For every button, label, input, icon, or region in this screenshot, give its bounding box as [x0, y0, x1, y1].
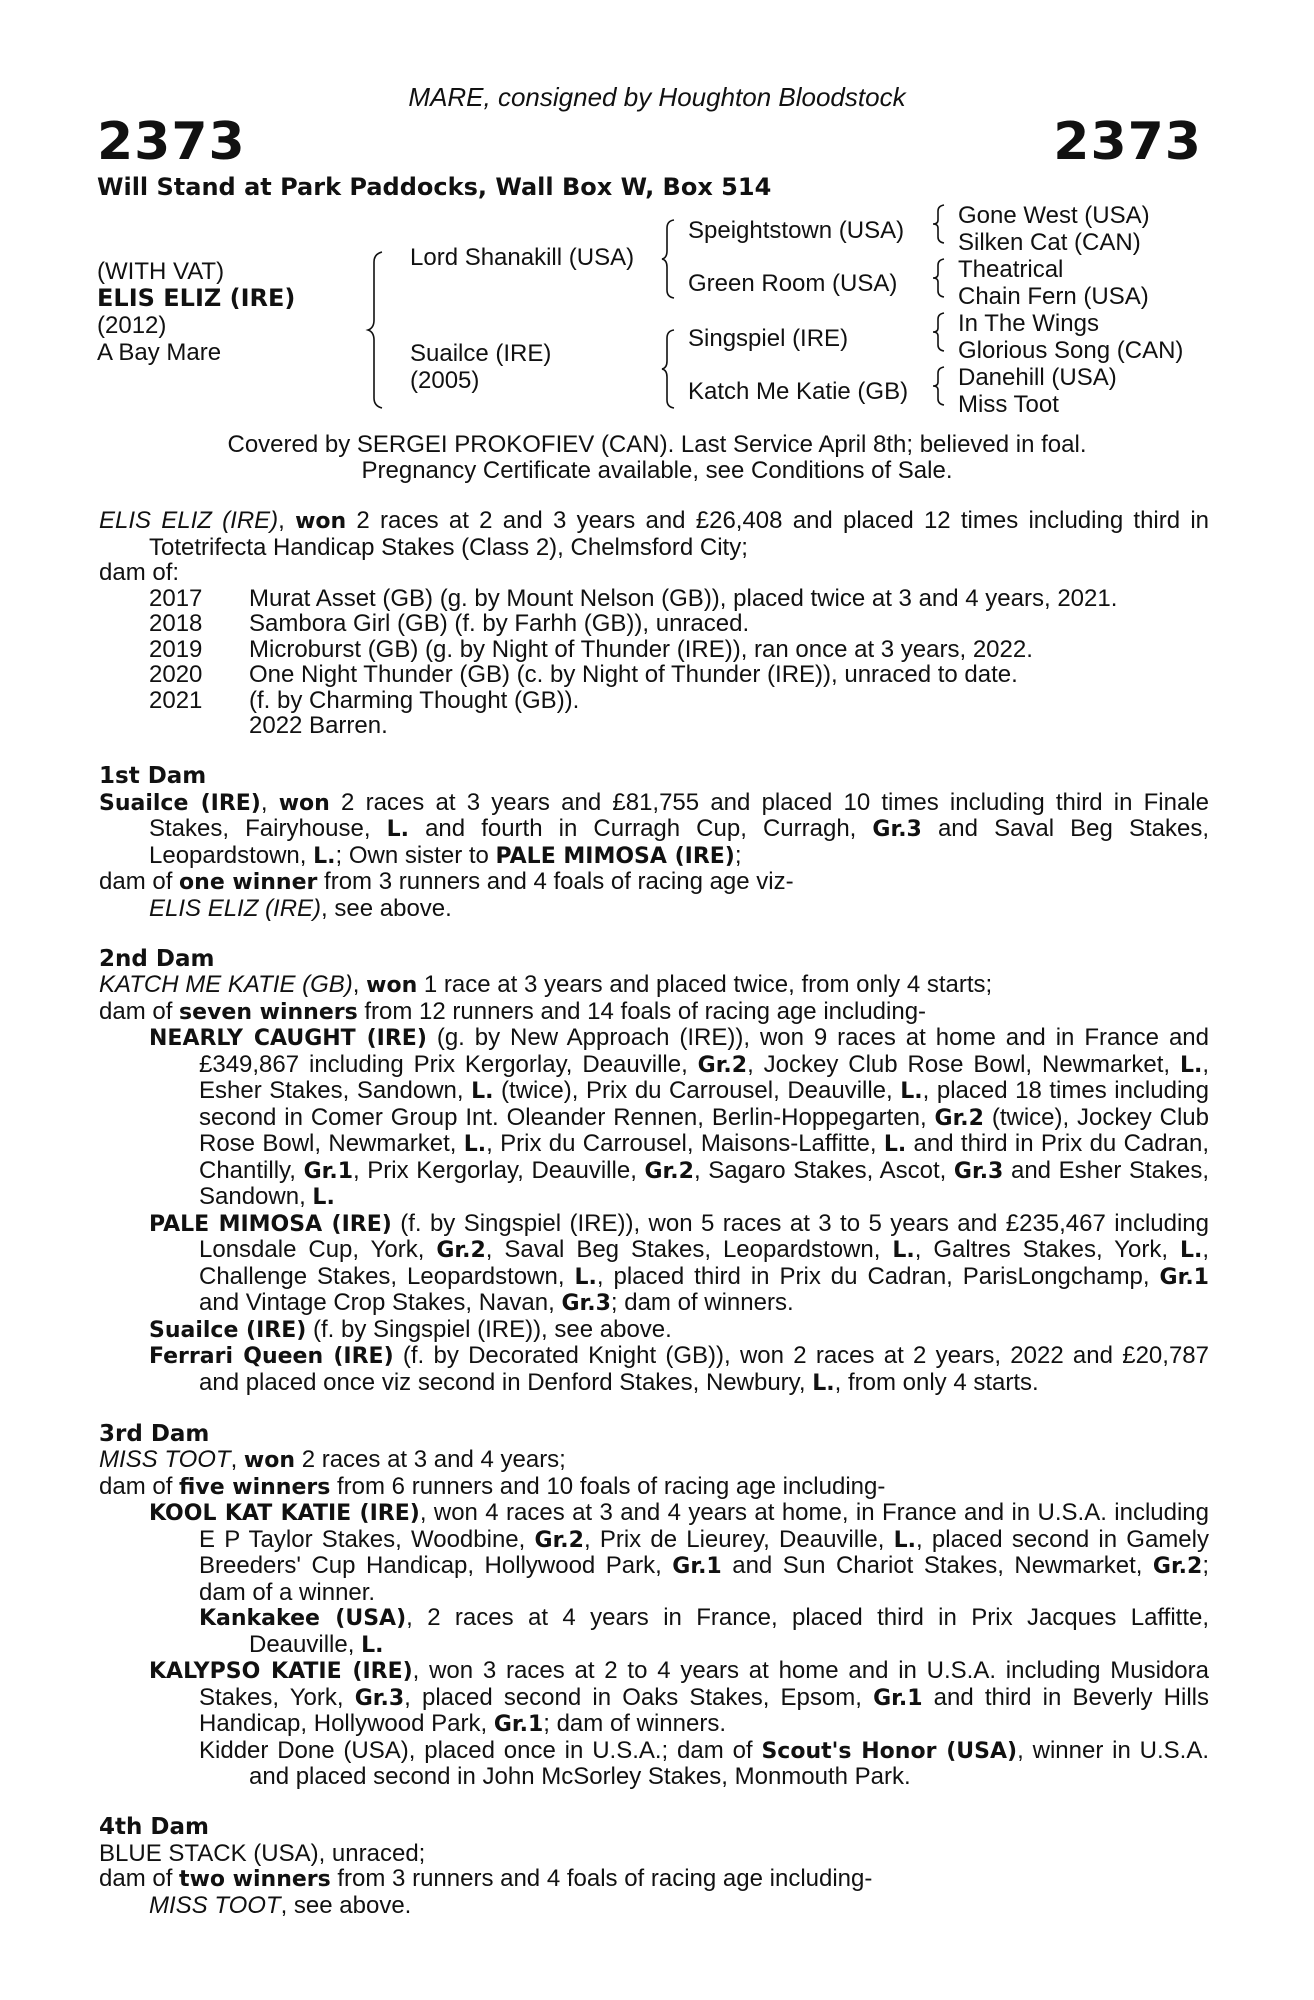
- text-run: , won 3 races at 2 to 4 years at home and in U.S.A. including Musidora Stakes, York,: [199, 1657, 1209, 1711]
- horse-description: A Bay Mare: [97, 339, 222, 366]
- text-run: , Prix de Lieurey, Deauville,: [583, 1525, 894, 1553]
- dam-of-text: from 3 runners and 4 foals of racing age including-: [330, 1865, 873, 1892]
- covering-notice: [0, 432, 1314, 484]
- produce-record: Sambora Girl (GB) (f. by Farhh (GB)), unraced.: [249, 610, 750, 637]
- text-run: , Prix Kergorlay, Deauville,: [353, 1156, 645, 1184]
- text-run: (f. by Decorated Knight (GB)), won 2 races at 2 years, 2022 and £20,787 and placed once viz second in Denford Stakes, Newbury,: [199, 1342, 1209, 1396]
- covering-line-1: Covered by SERGEI PROKOFIEV (CAN). Last Service April 8th; believed in foal.: [227, 431, 1087, 458]
- text-run: and Esher Stakes, Sandown,: [199, 1156, 1210, 1210]
- produce-entry-ferrari-queen: [99, 1343, 1209, 1396]
- produce-record: (f. by Charming Thought (GB)).: [249, 686, 580, 714]
- fourth-dam-heading: 4th Dam: [99, 1814, 209, 1840]
- first-dam-paragraph: Suailce (IRE), won 2 races at 3 years and £81,755 and placed 10 times including third in Finale Stakes, Fairyhouse, L. and fourth in Curragh Cup, Curragh, Gr.3 and Saval Beg Stakes, Leopardstown, L.; Own sister to PALE MIMOSA (IRE);: [99, 788, 1210, 869]
- text-run: , Sagaro Stakes, Ascot,: [693, 1156, 954, 1184]
- text-run: Gr.1: [873, 1685, 923, 1711]
- text-run: (g. by New Approach (IRE)), won 9 races at home and in France and £349,867 including Prix Kergorlay, Deauville,: [199, 1024, 1209, 1078]
- intro-won: won: [295, 509, 347, 534]
- pedigree-gen3-2: Silken Cat (CAN): [958, 229, 1141, 256]
- produce-name: Scout's Honor (USA): [761, 1738, 1018, 1764]
- pedigree-gen3-1: Gone West (USA): [958, 202, 1150, 229]
- stand-location: Will Stand at Park Paddocks, Wall Box W, Box 514: [97, 173, 772, 201]
- text-run: ; dam of a winner.: [199, 1552, 1210, 1606]
- dam-of-text: from 3 runners and 4 foals of racing age viz-: [317, 868, 794, 895]
- catalogue-body: [99, 508, 1209, 1918]
- second-dam-produce: [99, 999, 1209, 1026]
- produce-year: [149, 713, 249, 739]
- third-dam-heading: 3rd Dam: [99, 1420, 210, 1447]
- pedigree-bracket-g3-1: [933, 204, 947, 244]
- produce-name: PALE MIMOSA (IRE): [149, 1211, 392, 1237]
- text-run: , placed second in Gamely Breeders' Cup Handicap, Hollywood Park,: [199, 1525, 1209, 1579]
- intro-dam-of: dam of:: [99, 559, 180, 586]
- text-run: Gr.2: [644, 1158, 694, 1184]
- covering-line-2: Pregnancy Certificate available, see Conditions of Sale.: [361, 457, 953, 484]
- text-run: Gr.1: [493, 1712, 544, 1737]
- text-run: and third in Prix du Cadran, Chantilly,: [199, 1130, 1209, 1184]
- text-run: , winner in U.S.A. and placed second in John McSorley Stakes, Monmouth Park.: [249, 1736, 1210, 1790]
- pedigree-gen3-4: Chain Fern (USA): [958, 283, 1149, 310]
- pedigree-dam-year: (2005): [410, 367, 480, 394]
- pedigree-gen2-1: Speightstown (USA): [688, 217, 905, 244]
- pedigree-gen3-7: Danehill (USA): [958, 364, 1117, 391]
- second-dam-heading: 2nd Dam: [99, 945, 215, 972]
- dam-of-text: from 6 runners and 10 foals of racing age including-: [330, 1472, 886, 1500]
- produce-record: One Night Thunder (GB) (c. by Night of Thunder (IRE)), unraced to date.: [249, 661, 1018, 688]
- race-text: 1 race at 3 years and placed twice, from only 4 starts;: [417, 971, 993, 998]
- text-run: Gr.2: [1152, 1554, 1203, 1579]
- text-run: , placed second in Oaks Stakes, Epsom,: [404, 1683, 874, 1711]
- listed-mark: L.: [313, 843, 336, 869]
- produce-name: Suailce (IRE): [149, 1317, 307, 1343]
- produce-entry-kankakee: [99, 1605, 1209, 1658]
- pedigree-gen2-3: Singspiel (IRE): [688, 325, 849, 352]
- text-run: (twice), Prix du Carrousel, Deauville,: [493, 1077, 901, 1104]
- race-text: 2 races at 3 and 4 years;: [295, 1446, 566, 1473]
- produce-year: 2019: [149, 635, 203, 663]
- text-run: Gr.2: [436, 1238, 486, 1263]
- won-word: won: [278, 790, 330, 816]
- consignor-line: MARE, consigned by Houghton Bloodstock: [408, 82, 906, 112]
- produce-name: Kankakee (USA): [199, 1606, 407, 1631]
- pedigree-gen3-6: Glorious Song (CAN): [958, 337, 1184, 364]
- pedigree-gen3-3: Theatrical: [958, 256, 1064, 283]
- dam-of-text: from 12 runners and 14 foals of racing age including-: [357, 997, 927, 1025]
- produce-entry-pale-mimosa: [99, 1211, 1209, 1317]
- first-dam-produce: [99, 869, 1209, 896]
- text-run: Gr.2: [934, 1105, 984, 1131]
- text-run: and Vintage Crop Stakes, Navan,: [199, 1289, 562, 1316]
- race-text: ;: [734, 841, 742, 869]
- fourth-dam-produce: [99, 1866, 1209, 1893]
- text-run: , Challenge Stakes, Leopardstown,: [199, 1236, 1209, 1290]
- pedigree-bracket-g3-2: [933, 258, 947, 298]
- text-run: , Jockey Club Rose Bowl, Newmarket,: [747, 1050, 1180, 1078]
- second-dam-name: KATCH ME KATIE (GB): [99, 971, 353, 998]
- dam-of-text: dam of: [99, 997, 180, 1025]
- produce-name: KOOL KAT KATIE (IRE): [149, 1501, 420, 1526]
- sister-name: PALE MIMOSA (IRE): [495, 843, 735, 869]
- text-run: L.: [893, 1527, 917, 1553]
- produce-name: Ferrari Queen (IRE): [149, 1344, 394, 1369]
- text-run: L.: [1179, 1052, 1203, 1078]
- see-horse: ELIS ELIZ (IRE): [149, 894, 322, 922]
- fourth-dam-record: BLUE STACK (USA), unraced;: [99, 1839, 426, 1867]
- first-dam-see-above: [99, 896, 1209, 922]
- fourth-dam-see-above: [99, 1893, 1209, 1919]
- text-run: L.: [574, 1264, 597, 1290]
- text-run: Gr.2: [697, 1052, 748, 1078]
- race-text: and Saval Beg Stakes, Leopardstown,: [149, 815, 1210, 869]
- text-run: Kidder Done (USA), placed once in U.S.A.; dam of: [199, 1736, 762, 1764]
- pedigree-dam: [410, 340, 551, 394]
- third-dam-name: MISS TOOT: [99, 1446, 231, 1473]
- text-run: and Sun Chariot Stakes, Newmarket,: [721, 1552, 1153, 1579]
- text-run: , placed third in Prix du Cadran, ParisLongchamp,: [596, 1262, 1160, 1290]
- intro-paragraph: ELIS ELIZ (IRE), won 2 races at 2 and 3 years and £26,408 and placed 12 times including third in Totetrifecta Handicap Stakes (Class 2), Chelmsford City;: [99, 507, 1209, 561]
- text-run: ; dam of winners.: [610, 1289, 794, 1316]
- vat-label: (WITH VAT): [97, 258, 225, 285]
- text-run: Gr.2: [534, 1527, 584, 1553]
- winners-count: one winner: [179, 870, 318, 895]
- produce-name: NEARLY CAUGHT (IRE): [149, 1026, 427, 1051]
- text-run: , Galtres Stakes, York,: [914, 1236, 1180, 1263]
- race-text: and fourth in Curragh Cup, Curragh,: [408, 815, 873, 842]
- horse-name: ELIS ELIZ (IRE): [97, 284, 296, 312]
- produce-year: 2021: [149, 686, 203, 714]
- text-run: Gr.3: [354, 1685, 405, 1711]
- produce-name: KALYPSO KATIE (IRE): [149, 1659, 413, 1684]
- produce-year: 2018: [149, 610, 203, 637]
- text-run: Gr.1: [672, 1554, 722, 1579]
- text-run: (f. by Singspiel (IRE)), see above.: [306, 1315, 672, 1343]
- first-dam-heading: 1st Dam: [99, 763, 207, 789]
- winners-count: two winners: [179, 1867, 331, 1892]
- text-run: , from only 4 starts.: [834, 1368, 1039, 1396]
- text-run: Gr.1: [1159, 1264, 1209, 1290]
- text-run: L.: [812, 1370, 835, 1396]
- produce-entry-nearly-caught: [99, 1025, 1209, 1211]
- third-dam-produce: [99, 1474, 1209, 1501]
- dam-of-text: dam of: [99, 1472, 180, 1500]
- produce-record: Murat Asset (GB) (g. by Mount Nelson (GB)), placed twice at 3 and 4 years, 2021.: [249, 584, 1118, 612]
- pedigree-gen2-4: Katch Me Katie (GB): [688, 378, 909, 405]
- produce-record: Microburst (GB) (g. by Night of Thunder (IRE)), ran once at 3 years, 2022.: [249, 635, 1033, 663]
- text-run: (twice), Jockey Club Rose Bowl, Newmarket,: [199, 1103, 1210, 1157]
- winners-count: seven winners: [179, 999, 358, 1025]
- produce-entry-kool-kat-katie: [99, 1500, 1209, 1605]
- text-run: , 2 races at 4 years in France, placed third in Prix Jacques Laffitte, Deauville,: [249, 1604, 1210, 1658]
- text-run: L.: [463, 1132, 487, 1157]
- text-run: L.: [471, 1079, 494, 1104]
- group-mark: Gr.3: [872, 817, 922, 842]
- pedigree-bracket-g3-4: [933, 366, 947, 406]
- text-run: L.: [361, 1632, 384, 1658]
- first-dam-name: Suailce (IRE): [99, 790, 261, 816]
- pedigree-dam-name: Suailce (IRE): [410, 340, 552, 367]
- text-run: and third in Beverly Hills Handicap, Hollywood Park,: [199, 1683, 1209, 1737]
- dam-of-text: dam of: [99, 868, 180, 895]
- won-word: won: [243, 1448, 296, 1473]
- produce-list: [149, 586, 1209, 739]
- text-run: ; dam of winners.: [543, 1710, 726, 1737]
- produce-record: 2022 Barren.: [249, 712, 388, 739]
- text-run: , Saval Beg Stakes, Leopardstown,: [485, 1236, 893, 1263]
- dam-of-text: dam of: [99, 1865, 180, 1892]
- pedigree-gen2-2: Green Room (USA): [688, 270, 898, 297]
- text-run: L.: [900, 1079, 923, 1104]
- horse-year: (2012): [97, 312, 167, 339]
- pedigree-sire: Lord Shanakill (USA): [410, 244, 635, 271]
- pedigree-bracket-g3-3: [933, 312, 947, 352]
- lot-number-right: 2373: [1053, 112, 1202, 172]
- pedigree-gen3-8: Miss Toot: [958, 391, 1059, 418]
- produce-entry-kalypso-katie: [99, 1658, 1209, 1738]
- intro-horse-name: ELIS ELIZ (IRE): [99, 507, 279, 534]
- text-run: , Esher Stakes, Sandown,: [199, 1050, 1209, 1104]
- pedigree-bracket-sire: [662, 218, 678, 300]
- race-text: 2 races at 3 years and £81,755 and placed 10 times including third in Finale Stakes, Fairyhouse,: [149, 788, 1209, 842]
- produce-year: 2017: [149, 584, 203, 612]
- listed-mark: L.: [386, 817, 409, 842]
- text-run: , Prix du Carrousel, Maisons-Laffitte,: [486, 1130, 884, 1157]
- third-dam-record: MISS TOOT, won 2 races at 3 and 4 years;: [99, 1446, 566, 1473]
- text-run: Gr.3: [953, 1158, 1004, 1184]
- pedigree-bracket-main: [368, 250, 388, 410]
- horse-info: [97, 258, 295, 366]
- text-run: Gr.1: [303, 1158, 353, 1184]
- text-run: , won 4 races at 3 and 4 years at home, in France and in U.S.A. including E P Taylor Stakes, Woodbine,: [199, 1499, 1209, 1553]
- text-run: L.: [883, 1132, 907, 1157]
- text-run: Gr.3: [561, 1291, 611, 1316]
- pedigree-bracket-dam: [662, 328, 678, 410]
- winners-count: five winners: [179, 1474, 331, 1500]
- intro-text: 2 races at 2 and 3 years and £26,408 and placed 12 times including third in Totetrifecta Handicap Stakes (Class 2), Chelmsford City;: [149, 507, 1209, 561]
- produce-entry-suailce: [99, 1317, 1209, 1344]
- see-text: , see above.: [321, 894, 452, 922]
- pedigree-gen3-5: In The Wings: [958, 310, 1099, 337]
- second-dam-record: KATCH ME KATIE (GB), won 1 race at 3 years and placed twice, from only 4 starts;: [99, 971, 993, 998]
- text-run: L.: [892, 1238, 915, 1263]
- lot-number-left: 2373: [97, 112, 246, 172]
- text-run: L.: [312, 1185, 335, 1210]
- see-text: , see above.: [280, 1891, 412, 1919]
- text-run: L.: [1179, 1238, 1203, 1263]
- text-run: , placed 18 times including second in Comer Group Int. Oleander Rennen, Berlin-Hoppegarten,: [199, 1077, 1209, 1131]
- text-run: (f. by Singspiel (IRE)), won 5 races at 3 to 5 years and £235,467 including Lonsdale Cup, York,: [199, 1209, 1209, 1263]
- race-text: ; Own sister to: [335, 841, 496, 869]
- see-horse: MISS TOOT: [149, 1891, 281, 1919]
- produce-year: 2020: [149, 661, 203, 688]
- won-word: won: [366, 973, 418, 998]
- produce-entry-kidder-done: [99, 1738, 1209, 1790]
